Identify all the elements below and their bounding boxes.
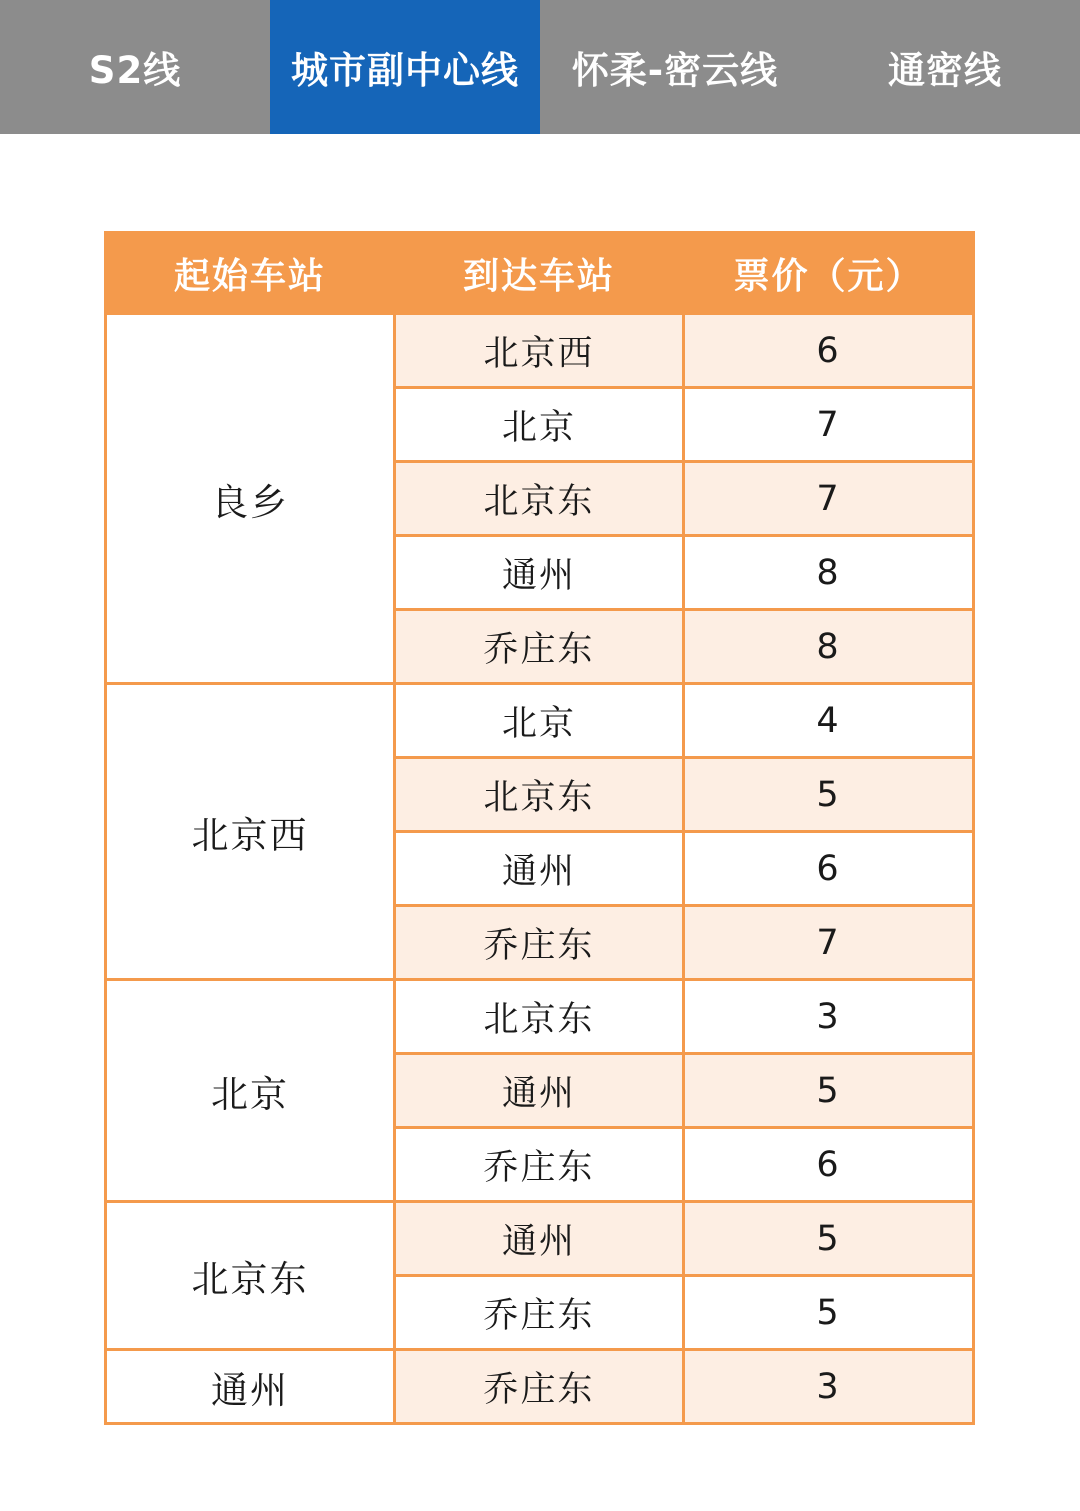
destination-station-cell: 乔庄东 <box>395 1128 684 1202</box>
destination-station-cell: 通州 <box>395 1054 684 1128</box>
table-row <box>106 1350 974 1424</box>
table-row <box>106 1202 974 1276</box>
table-header-row <box>106 233 974 314</box>
fare-cell: 7 <box>684 906 974 980</box>
line-tab-bar <box>0 0 1080 134</box>
header-fare: 票价（元） <box>684 233 974 314</box>
fare-cell: 8 <box>684 536 974 610</box>
destination-station-cell: 乔庄东 <box>395 1350 684 1424</box>
fare-cell: 5 <box>684 1202 974 1276</box>
fare-cell: 6 <box>684 832 974 906</box>
fare-cell: 5 <box>684 1054 974 1128</box>
table-row <box>106 684 974 758</box>
fare-cell: 5 <box>684 1276 974 1350</box>
fare-cell: 7 <box>684 388 974 462</box>
destination-station-cell: 乔庄东 <box>395 610 684 684</box>
fare-cell: 4 <box>684 684 974 758</box>
origin-station-cell: 良乡 <box>106 314 395 684</box>
fare-cell: 6 <box>684 314 974 388</box>
table-row <box>106 980 974 1054</box>
fare-cell: 3 <box>684 980 974 1054</box>
table-row <box>106 314 974 388</box>
tab-huairou-miyun-line[interactable]: 怀柔-密云线 <box>571 49 779 92</box>
header-destination-station: 到达车站 <box>395 233 684 314</box>
destination-station-cell: 北京东 <box>395 758 684 832</box>
fare-cell: 3 <box>684 1350 974 1424</box>
destination-station-cell: 北京 <box>395 388 684 462</box>
tab-s2-line[interactable]: S2线 <box>88 49 182 92</box>
origin-station-cell: 北京 <box>106 980 395 1202</box>
destination-station-cell: 乔庄东 <box>395 1276 684 1350</box>
destination-station-cell: 北京东 <box>395 462 684 536</box>
tab-city-sub-center-line[interactable]: 城市副中心线 <box>270 0 540 134</box>
origin-station-cell: 北京西 <box>106 684 395 980</box>
destination-station-cell: 乔庄东 <box>395 906 684 980</box>
fare-table <box>104 231 975 1425</box>
header-origin-station: 起始车站 <box>106 233 395 314</box>
destination-station-cell: 通州 <box>395 536 684 610</box>
origin-station-cell: 北京东 <box>106 1202 395 1350</box>
destination-station-cell: 北京 <box>395 684 684 758</box>
fare-cell: 5 <box>684 758 974 832</box>
destination-station-cell: 北京西 <box>395 314 684 388</box>
destination-station-cell: 通州 <box>395 1202 684 1276</box>
fare-cell: 8 <box>684 610 974 684</box>
destination-station-cell: 通州 <box>395 832 684 906</box>
fare-cell: 6 <box>684 1128 974 1202</box>
tab-tongmi-line[interactable]: 通密线 <box>888 49 1002 92</box>
origin-station-cell: 通州 <box>106 1350 395 1424</box>
destination-station-cell: 北京东 <box>395 980 684 1054</box>
fare-cell: 7 <box>684 462 974 536</box>
